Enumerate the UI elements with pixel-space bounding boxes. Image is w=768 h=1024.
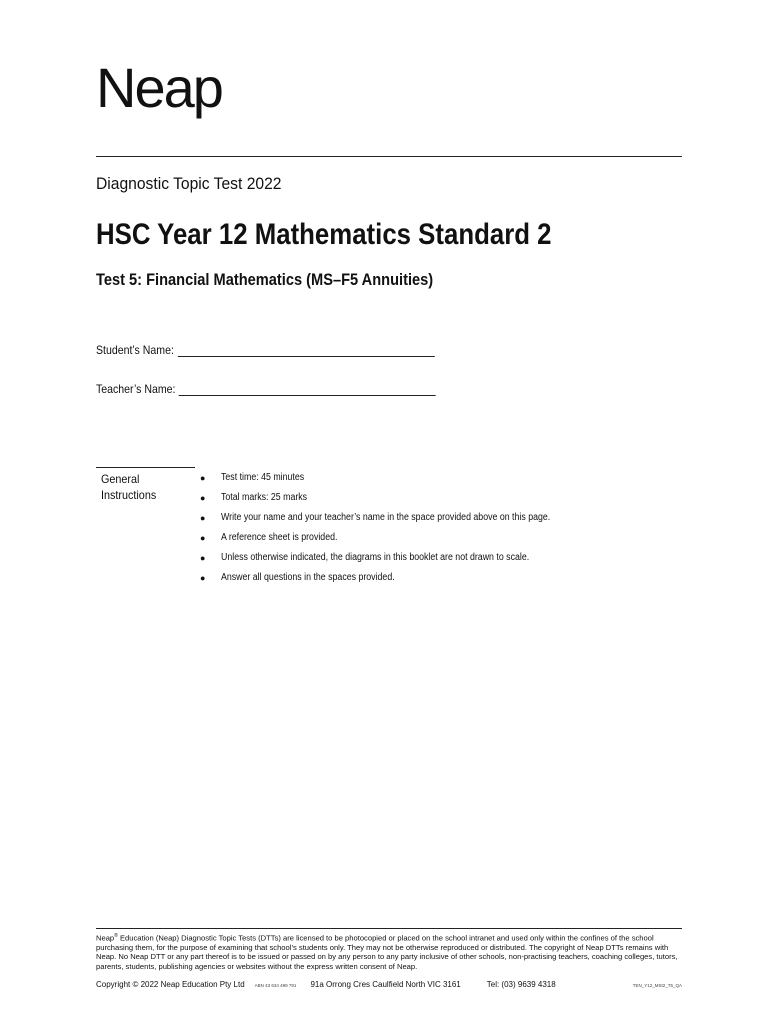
general-instructions-label xyxy=(101,471,182,503)
document-subtitle: Diagnostic Topic Test 2022 xyxy=(96,174,282,193)
document-title: HSC Year 12 Mathematics Standard 2 xyxy=(96,218,552,251)
license-notice xyxy=(96,932,686,971)
instruction-text: Test time: 45 minutes xyxy=(221,472,305,483)
teacher-name-field[interactable] xyxy=(96,382,436,396)
list-item xyxy=(200,530,595,550)
gi-label-line1: General xyxy=(101,472,140,486)
bullet-icon: ● xyxy=(200,553,206,563)
bullet-icon: ● xyxy=(200,533,206,543)
list-item xyxy=(200,470,595,490)
list-item xyxy=(200,490,595,510)
instruction-text: Write your name and your teacher’s name in the space provided above on this page. xyxy=(221,512,551,523)
footer-divider xyxy=(96,928,682,929)
instruction-text: Unless otherwise indicated, the diagrams in this booklet are not drawn to scale. xyxy=(221,552,530,563)
student-name-line[interactable] xyxy=(177,344,434,357)
test-name: Test 5: Financial Mathematics (MS–F5 Annuities) xyxy=(96,270,434,289)
instruction-text: A reference sheet is provided. xyxy=(221,532,338,543)
instructions-divider xyxy=(96,467,195,468)
footer xyxy=(96,980,682,989)
list-item xyxy=(200,570,595,590)
address-text: 91a Orrong Cres Caulfield North VIC 3161 xyxy=(310,980,461,989)
bullet-icon: ● xyxy=(200,513,206,523)
student-name-label: Student’s Name: xyxy=(96,343,174,357)
neap-logo: Neap xyxy=(96,56,222,119)
instruction-text: Total marks: 25 marks xyxy=(221,492,308,503)
registered-mark: ® xyxy=(114,933,118,939)
instruction-text: Answer all questions in the spaces provided. xyxy=(221,572,395,583)
abn-text: ABN 43 634 499 791 xyxy=(254,983,297,988)
student-name-field[interactable] xyxy=(96,343,434,357)
phone-text: Tel: (03) 9639 4318 xyxy=(486,980,556,989)
list-item xyxy=(200,510,595,530)
bullet-icon: ● xyxy=(200,493,206,503)
instructions-list xyxy=(200,470,595,590)
teacher-name-label: Teacher’s Name: xyxy=(96,382,176,396)
list-item xyxy=(200,550,595,570)
legal-text: Education (Neap) Diagnostic Topic Tests (DTTs) are licensed to be photocopied or placed on the school intranet and used only within the confines of the school purchasing them, for the purpose of examining that school’s students only. They may not be otherwise reproduced or distributed. The copyright of Neap DTTs remains with Neap. No Neap DTT or any part thereof is to be issued or passed on by any person to any party inclusive of other schools, non-practising teachers, coaching colleges, tutors, parents, students, publishing agencies or websites without the express written consent of Neap. xyxy=(96,933,678,971)
document-code: TEN_Y12_MSt2_T5_QA xyxy=(632,983,682,988)
gi-label-line2: Instructions xyxy=(101,488,157,502)
legal-brand: Neap xyxy=(96,933,115,943)
header-divider xyxy=(96,156,682,157)
bullet-icon: ● xyxy=(200,473,206,483)
teacher-name-line[interactable] xyxy=(179,383,436,396)
bullet-icon: ● xyxy=(200,573,206,583)
copyright-text: Copyright © 2022 Neap Education Pty Ltd xyxy=(96,980,245,989)
